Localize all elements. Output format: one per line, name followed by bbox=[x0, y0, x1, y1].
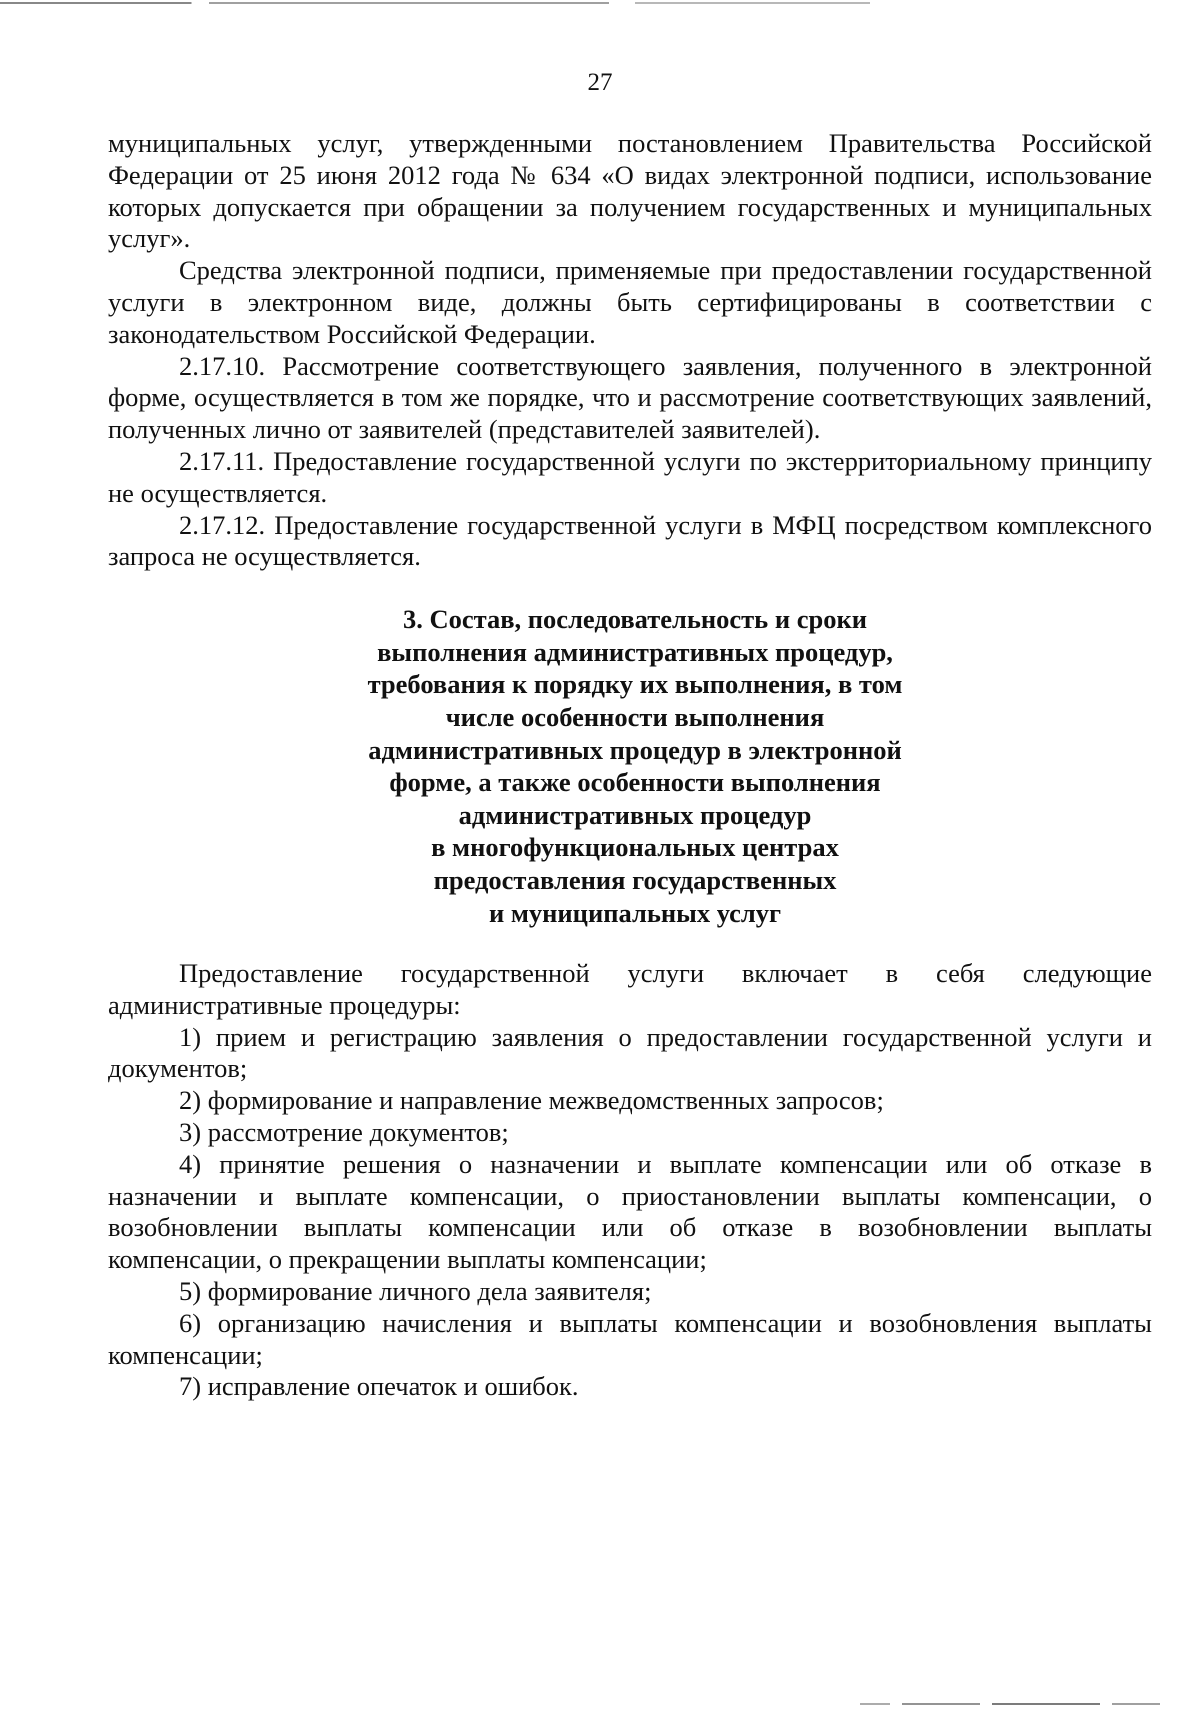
list-item-procedure-2: 2) формирование и направление межведомственных запросов; bbox=[179, 1085, 884, 1116]
heading-line: форме, а также особенности выполнения bbox=[389, 767, 881, 798]
list-item-procedure-6: 6) организацию начисления и выплаты компенсации и возобновления выплаты компенсации; bbox=[108, 1307, 1152, 1370]
heading-line: 3. Состав, последовательность и сроки bbox=[402, 604, 867, 635]
heading-line: выполнения административных процедур, bbox=[377, 636, 893, 667]
document-body bbox=[108, 128, 1152, 1403]
page-number: 27 bbox=[587, 69, 613, 96]
heading-line: и муниципальных услуг bbox=[488, 897, 782, 928]
section-heading bbox=[108, 603, 1152, 929]
paragraph-2-17-11: 2.17.11. Предоставление государственной услуги по экстерриториальному принципу не осуществляется. bbox=[108, 445, 1152, 508]
heading-line: числе особенности выполнения bbox=[445, 701, 825, 732]
heading-line: предоставления государственных bbox=[433, 864, 837, 895]
list-item-procedure-7: 7) исправление опечаток и ошибок. bbox=[179, 1371, 579, 1402]
list-item-procedure-5: 5) формирование личного дела заявителя; bbox=[179, 1276, 652, 1307]
paragraph-electronic-signature: Средства электронной подписи, применяемые при предоставлении государственной услуги в электронном виде, должны быть сертифицированы в соответствии с законодательством Российской Федерации. bbox=[108, 255, 1152, 349]
scan-edge-line-top bbox=[0, 2, 870, 4]
list-item-procedure-4: 4) принятие решения о назначении и выплате компенсации или об отказе в назначении и выплате компенсации, о приостановлении выплаты компенсации, о возобновлении выплаты компенсации или об отказе в возобновлении выплаты компенсации, о прекращении выплаты компенсации; bbox=[108, 1148, 1152, 1275]
paragraph-2-17-12: 2.17.12. Предоставление государственной услуги в МФЦ посредством комплексного запроса не осуществляется. bbox=[108, 509, 1152, 572]
heading-line: административных процедур в электронной bbox=[368, 734, 902, 765]
paragraph-continuation: муниципальных услуг, утвержденными постановлением Правительства Российской Федерации от 25 июня 2012 года № 634 «О видах электронной подписи, использование которых допускается при обращении за получением государственных и муниципальных услуг». bbox=[108, 128, 1152, 254]
heading-line: в многофункциональных центрах bbox=[431, 832, 839, 863]
paragraph-procedures-intro: Предоставление государственной услуги включает в себя следующие административные процедуры: bbox=[108, 958, 1152, 1020]
list-item-procedure-1: 1) прием и регистрацию заявления о предоставлении государственной услуги и документов; bbox=[108, 1021, 1152, 1084]
list-item-procedure-3: 3) рассмотрение документов; bbox=[179, 1117, 509, 1148]
paragraph-2-17-10: 2.17.10. Рассмотрение соответствующего заявления, полученного в электронной форме, осуществляется в том же порядке, что и рассмотрение соответствующих заявлений, полученных лично от заявителей (представителей заявителей). bbox=[108, 350, 1152, 445]
heading-line: требования к порядку их выполнения, в том bbox=[367, 669, 903, 700]
heading-line: административных процедур bbox=[458, 799, 812, 830]
scan-edge-line-bottom bbox=[860, 1703, 1160, 1705]
